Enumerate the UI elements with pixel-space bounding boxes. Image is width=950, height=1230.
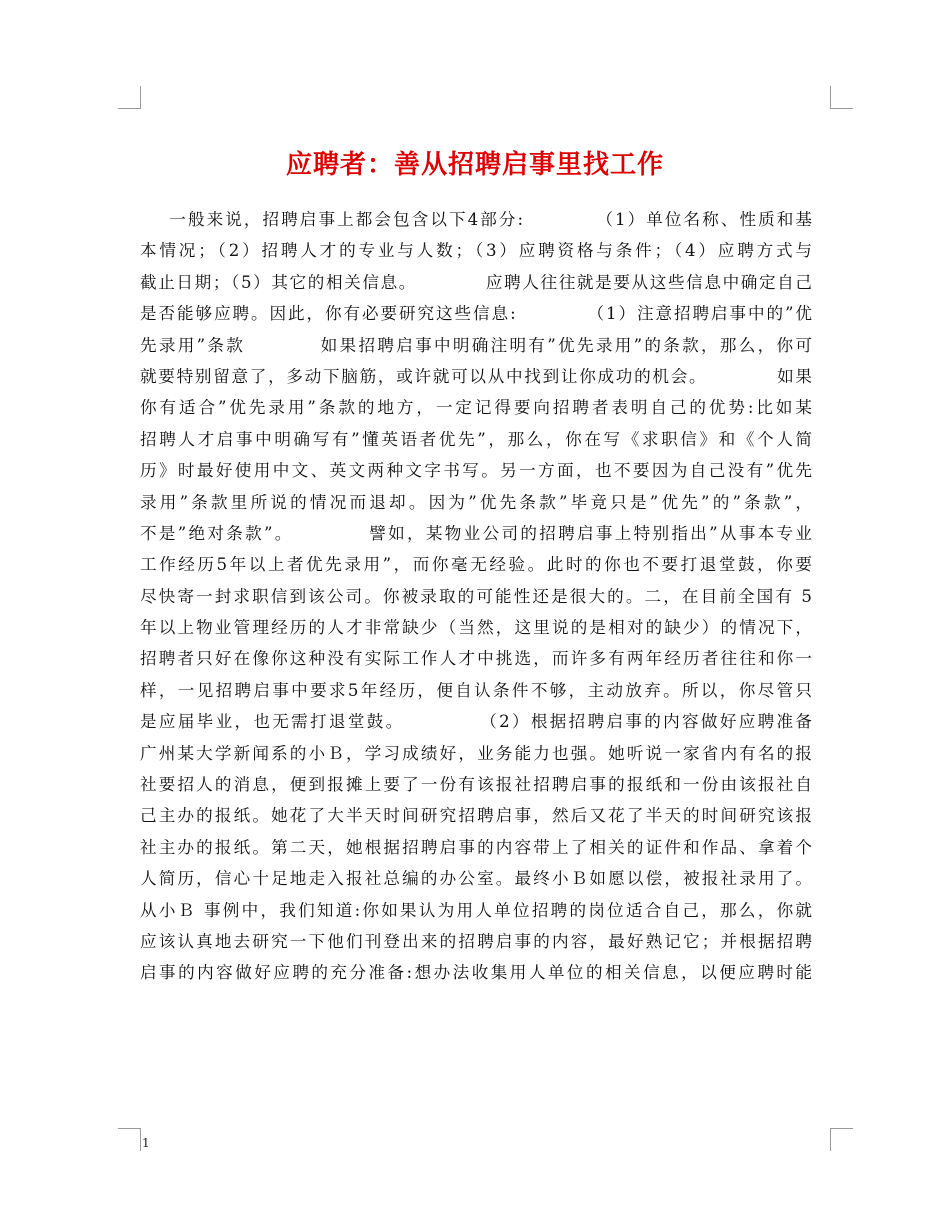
body-line: 招聘人才启事中明确写有”懂英语者优先”，那么，你在写《求职信》和《个人简	[140, 429, 812, 449]
body-line: 本情况；（2）招聘人才的专业与人数；（3）应聘资格与条件；（4）应聘方式与	[140, 241, 812, 261]
body-line: 尽快寄一封求职信到该公司。你被录取的可能性还是很大的。二，在目前全国有 5	[140, 586, 812, 606]
body-line: 年以上物业管理经历的人才非常缺少（当然，这里说的是相对的缺少）的情况下，	[140, 618, 812, 638]
crop-mark-top-left	[118, 86, 141, 109]
body-line: 就要特别留意了，多动下脑筋，或许就可以从中找到让你成功的机会。 如果	[140, 366, 812, 386]
body-line: 从小Ｂ 事例中，我们知道:你如果认为用人单位招聘的岗位适合自己，那么，你就	[140, 900, 812, 920]
body-line: 是否能够应聘。因此，你有必要研究这些信息: （1）注意招聘启事中的”优	[140, 304, 812, 324]
crop-mark-bottom-left	[118, 1128, 141, 1151]
body-line: 社要招人的消息，便到报摊上要了一份有该报社招聘启事的报纸和一份由该报社自	[140, 775, 812, 795]
body-line: 录用”条款里所说的情况而退却。因为”优先条款”毕竟只是”优先”的”条款”，	[140, 492, 812, 512]
body-line: 广州某大学新闻系的小Ｂ，学习成绩好，业务能力也强。她听说一家省内有名的报	[140, 743, 812, 763]
body-line: 你有适合”优先录用”条款的地方，一定记得要向招聘者表明自己的优势:比如某	[140, 398, 812, 418]
body-line: 样，一见招聘启事中要求5年经历，便自认条件不够，主动放弃。所以，你尽管只	[140, 680, 812, 700]
body-line: 先录用”条款 如果招聘启事中明确注明有”优先录用”的条款，那么，你可	[140, 335, 812, 355]
body-line: 己主办的报纸。她花了大半天时间研究招聘启事，然后又花了半天的时间研究该报	[140, 806, 812, 826]
body-line: 启事的内容做好应聘的充分准备:想办法收集用人单位的相关信息，以便应聘时能	[140, 963, 812, 983]
body-line: 不是”绝对条款”。 譬如，某物业公司的招聘启事上特别指出”从事本专业	[140, 523, 812, 543]
body-line: 工作经历5年以上者优先录用”，而你毫无经验。此时的你也不要打退堂鼓，你要	[140, 555, 812, 575]
crop-mark-top-right	[830, 86, 853, 109]
body-line: 人简历，信心十足地走入报社总编的办公室。最终小Ｂ如愿以偿，被报社录用了。	[140, 869, 812, 889]
body-line: 应该认真地去研究一下他们刊登出来的招聘启事的内容，最好熟记它；并根据招聘	[140, 931, 812, 951]
document-title: 应聘者：善从招聘启事里找工作	[285, 150, 664, 181]
body-line: 历》时最好使用中文、英文两种文字书写。另一方面，也不要因为自己没有”优先	[140, 461, 812, 481]
page-number: 1	[142, 1136, 150, 1150]
crop-mark-bottom-right	[830, 1128, 853, 1151]
body-line: 社主办的报纸。第二天，她根据招聘启事的内容带上了相关的证件和作品、拿着个	[140, 837, 812, 857]
body-line: 一般来说，招聘启事上都会包含以下4部分: （1）单位名称、性质和基	[140, 210, 812, 229]
body-line: 截止日期；（5）其它的相关信息。 应聘人往往就是要从这些信息中确定自己	[140, 272, 812, 292]
body-line: 招聘者只好在像你这种没有实际工作人才中挑选，而许多有两年经历者往往和你一	[140, 649, 812, 669]
document-body	[140, 204, 812, 989]
body-line: 是应届毕业，也无需打退堂鼓。 （2）根据招聘启事的内容做好应聘准备	[140, 712, 812, 732]
